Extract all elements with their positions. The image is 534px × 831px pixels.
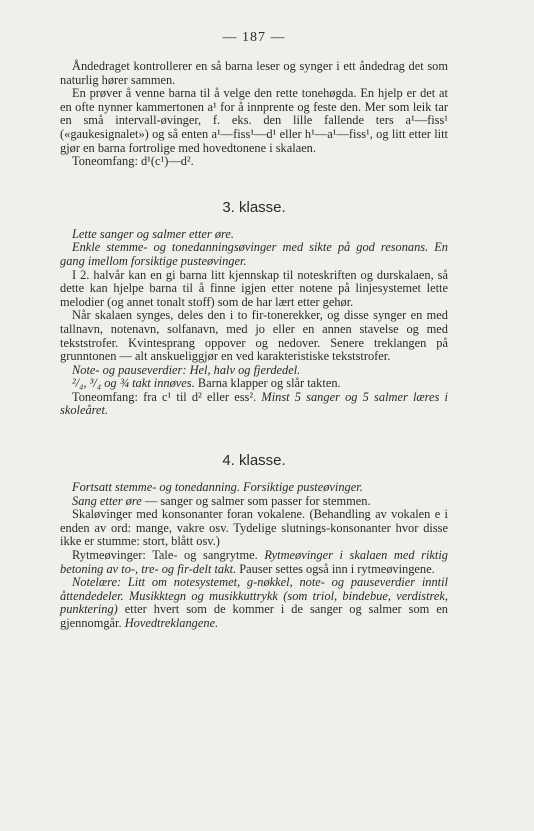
paragraph: Når skalaen synges, deles den i to fir-tonerekker, og disse synger en med tallnavn, notenavn, solfanavn, med jo eller en annen stavelse og med tekststrofer. Kvintesprang oppover og nedover. Senere treklangen på grunntonen — alt anskueliggjør en ved karakteristiske tekststrofer.	[60, 308, 448, 364]
paragraph: Lette sanger og salmer etter øre.	[72, 226, 234, 241]
paragraph	[60, 377, 448, 391]
italic-text: ²/₄, ³/₄ og ¾ takt innøves.	[72, 376, 195, 391]
section-heading-3: 3. klasse.	[222, 198, 286, 216]
italic-text: Hovedtreklangene.	[124, 616, 219, 630]
italic-text: Rytmeøvinger i skalaen med riktig betoning av to-, tre- og fir-delt takt.	[60, 548, 448, 576]
italic-text: Sang etter øre	[72, 493, 142, 508]
italic-text: Minst 5 sanger og 5 salmer læres i skoleåret.	[60, 389, 448, 418]
section-4-block	[60, 481, 448, 631]
text: etter hvert som de kommer i de sanger og salmer som en gjennomgår.	[60, 602, 448, 630]
text: Pauser settes også inn i rytmeøvingene.	[236, 561, 435, 576]
text: — sanger og salmer som passer for stemmen.	[141, 493, 371, 508]
intro-block	[60, 60, 448, 169]
text: Toneomfang: fra c¹ til d² eller ess².	[72, 389, 262, 404]
paragraph: En prøver å venne barna til å velge den rette tonehøgda. En hjelp er det at en ofte nynner kammertonen a¹ for å innprente og feste den. Mer som leik tar en små intervall-øvinger, f. eks. den lille fallende ters a¹—fiss¹ («gaukesignalet») og så enten a¹—fiss¹—d¹ eller h¹—a¹—fiss¹, og litt etter litt gjør en barna fortrolige med hovedtonene i skalaen.	[60, 86, 448, 155]
paragraph	[60, 576, 448, 630]
paragraph: Note- og pauseverdier: Hel, halv og fjerdedel.	[72, 362, 301, 377]
italic-text: Notelære: Litt om notesystemet, g-nøkkel, note- og pauseverdier inntil åttendedeler. Musikktegn og musikkuttrykk (som triol, bindebue, verdistrek, punktering)	[60, 575, 448, 617]
paragraph	[60, 495, 448, 509]
paragraph	[60, 549, 448, 576]
document-page	[60, 30, 448, 631]
paragraph: Fortsatt stemme- og tonedanning. Forsiktige pusteøvinger.	[72, 480, 363, 495]
paragraph	[60, 391, 448, 418]
text: Rytmeøvinger: Tale- og sangrytme.	[72, 548, 265, 563]
paragraph: Toneomfang: d¹(c¹)—d².	[72, 154, 194, 169]
paragraph: Åndedraget kontrollerer en så barna leser og synger i ett åndedrag det som naturlig hører sammen.	[60, 59, 448, 87]
paragraph: Enkle stemme- og tonedanningsøvinger med sikte på god resonans. En gang imellom forsiktige pusteøvinger.	[60, 240, 448, 268]
paragraph: Skaløvinger med konsonanter foran vokalene. (Behandling av vokalen e i enden av ord: mange, vakre osv. Tydelige slutnings-konsonanter hvor disse ikke er stumme: stort, blått osv.)	[60, 507, 448, 549]
text: Barna klapper og slår takten.	[194, 376, 341, 391]
section-3-block	[60, 228, 448, 418]
page-number: — 187 —	[222, 30, 286, 45]
section-heading-4: 4. klasse.	[222, 452, 286, 470]
paragraph: I 2. halvår kan en gi barna litt kjennskap til noteskriften og durskalaen, så dette kan hjelpe barna til å finne igjen etter notene på linjesystemet lette melodier (og annet tonalt stoff) som de har lært etter gehør.	[60, 267, 448, 309]
